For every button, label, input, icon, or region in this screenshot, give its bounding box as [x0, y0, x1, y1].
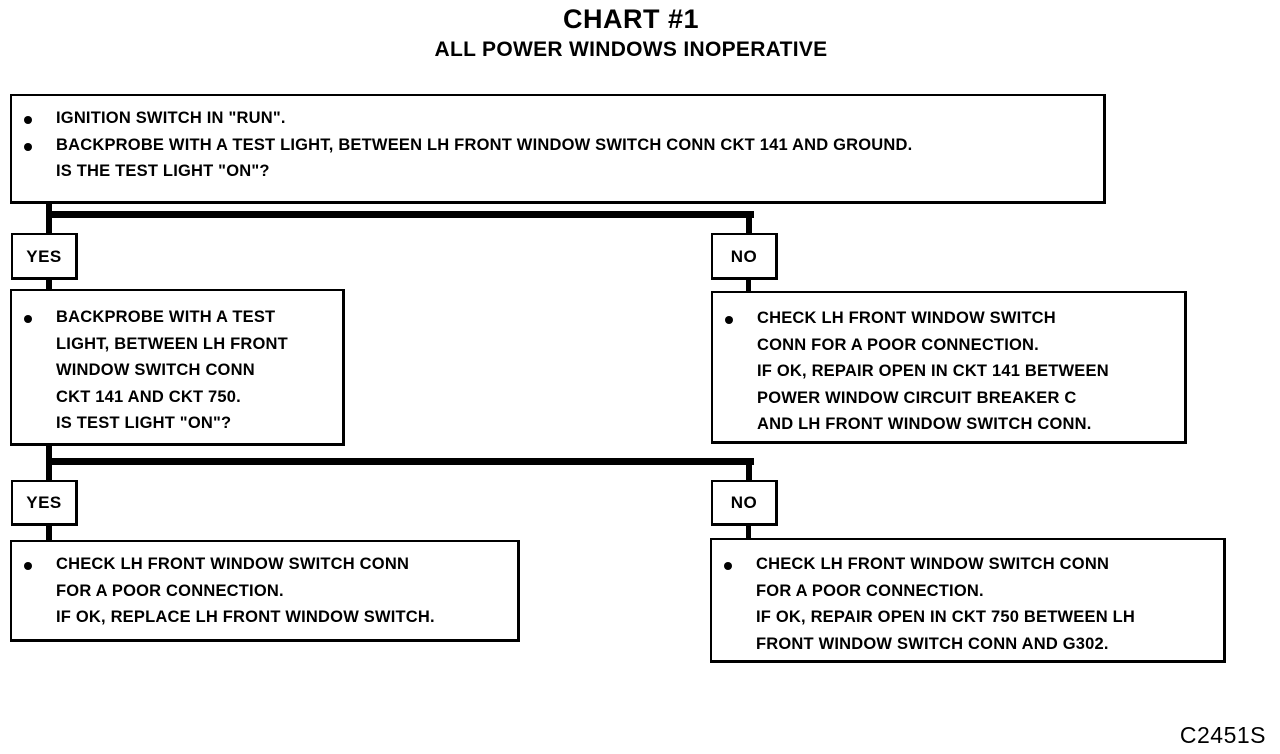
step3-yes-text: FOR A POOR CONNECTION. — [56, 581, 284, 600]
step2-no-item — [713, 305, 1184, 332]
step2-no-text: POWER WINDOW CIRCUIT BREAKER C — [757, 388, 1077, 407]
step1-text: IGNITION SWITCH IN "RUN". — [56, 109, 286, 127]
step1-question: IS THE TEST LIGHT "ON"? — [56, 162, 270, 180]
step1-item — [12, 132, 1103, 159]
chart-subtitle: ALL POWER WINDOWS INOPERATIVE — [434, 38, 828, 61]
step2-yes-text: WINDOW SWITCH CONN — [56, 361, 255, 379]
chart-title: CHART #1 — [562, 4, 700, 34]
yes-label: YES — [11, 233, 78, 280]
step3-no-text: FRONT WINDOW SWITCH CONN AND G302. — [756, 634, 1109, 653]
step3-yes-text: IF OK, REPLACE LH FRONT WINDOW SWITCH. — [56, 608, 435, 626]
step2-no-box — [711, 291, 1187, 444]
connector-line — [746, 211, 752, 233]
step2-yes-text: BACKPROBE WITH A TEST — [56, 308, 276, 326]
bullet-icon — [725, 316, 733, 324]
step2-yes-item — [12, 304, 342, 331]
step1-box — [10, 94, 1106, 204]
step2-yes-text: LIGHT, BETWEEN LH FRONT — [56, 334, 288, 353]
step2-yes-text: CKT 141 AND CKT 750. — [56, 387, 241, 406]
step1-item — [12, 105, 1103, 132]
step2-no-text: CHECK LH FRONT WINDOW SWITCH — [757, 309, 1056, 327]
step2-no-text: AND LH FRONT WINDOW SWITCH CONN. — [757, 415, 1092, 433]
bullet-icon — [724, 562, 732, 570]
figure-code: C2451S — [1179, 722, 1266, 748]
connector-line — [46, 211, 754, 218]
connector-line — [746, 525, 751, 539]
step3-yes-item — [12, 551, 517, 578]
bullet-icon — [24, 315, 32, 323]
step3-no-item — [712, 551, 1223, 578]
step2-yes-text: IS TEST LIGHT "ON"? — [56, 414, 232, 432]
yes-label: YES — [11, 480, 78, 526]
step3-no-text: FOR A POOR CONNECTION. — [756, 581, 984, 600]
no-label: NO — [711, 233, 778, 280]
connector-line — [746, 458, 752, 480]
step3-no-text: IF OK, REPAIR OPEN IN CKT 750 BETWEEN LH — [756, 608, 1135, 626]
connector-line — [46, 525, 52, 541]
step2-no-text: IF OK, REPAIR OPEN IN CKT 141 BETWEEN — [757, 362, 1109, 380]
connector-line — [46, 458, 754, 465]
bullet-icon — [24, 562, 32, 570]
step3-no-box — [710, 538, 1226, 663]
step1-text: BACKPROBE WITH A TEST LIGHT, BETWEEN LH FRONT WINDOW SWITCH CONN CKT 141 AND GROUND. — [56, 135, 913, 154]
step3-yes-text: CHECK LH FRONT WINDOW SWITCH CONN — [56, 555, 410, 573]
bullet-icon — [24, 143, 32, 151]
step3-no-text: CHECK LH FRONT WINDOW SWITCH CONN — [756, 555, 1110, 573]
step2-yes-box — [10, 289, 345, 446]
step3-yes-box — [10, 540, 520, 642]
bullet-icon — [24, 116, 32, 124]
step2-no-text: CONN FOR A POOR CONNECTION. — [757, 335, 1039, 354]
no-label: NO — [711, 480, 778, 526]
connector-line — [46, 203, 52, 233]
